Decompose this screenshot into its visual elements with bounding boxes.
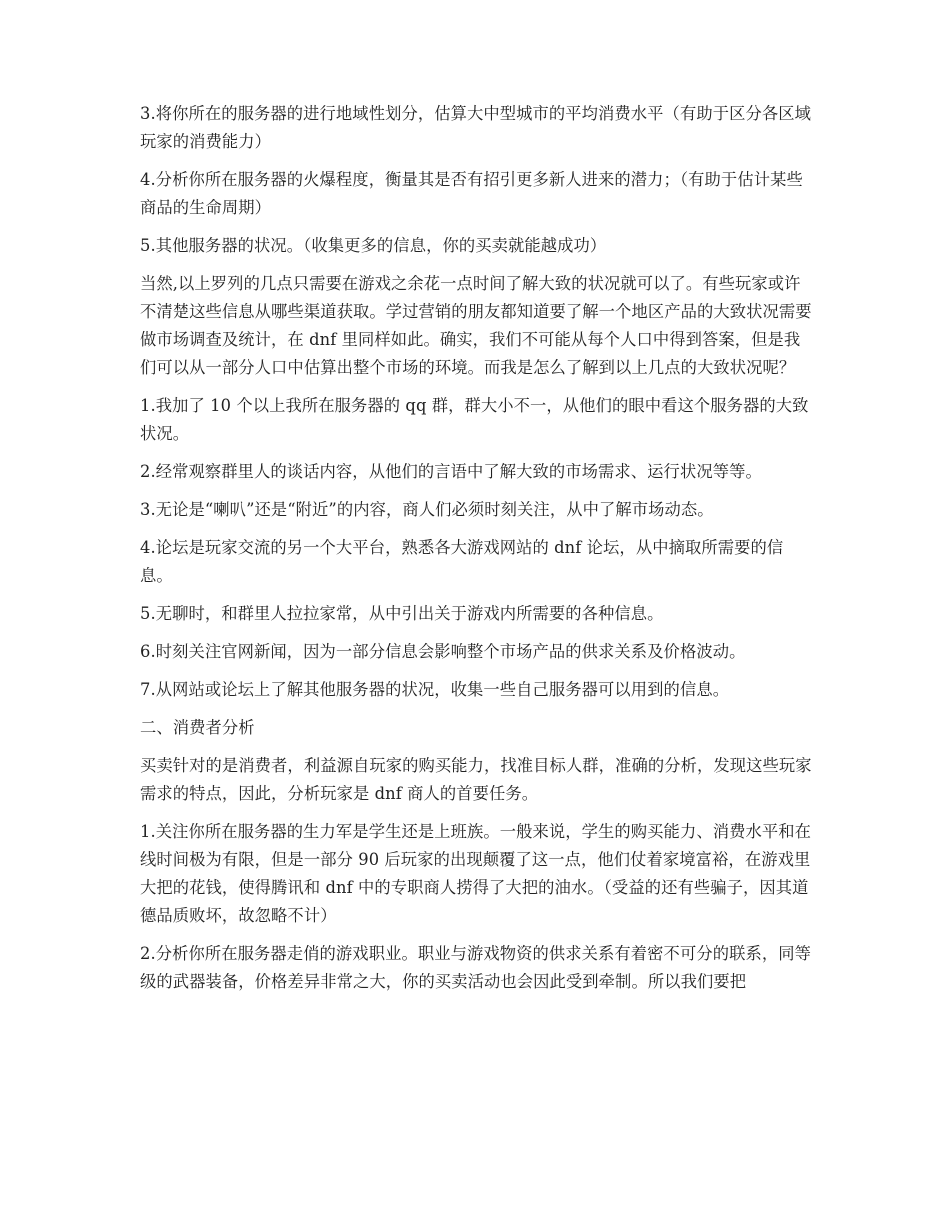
paragraph: 5.其他服务器的状况。（收集更多的信息，你的买卖就能越成功） — [140, 236, 607, 255]
paragraph: 买卖针对的是消费者，利益源自玩家的购买能力，找准目标人群，准确的分析，发现这些玩家需求的特点，因此，分析玩家是 dnf 商人的首要任务。 — [140, 756, 812, 803]
paragraph: 2.经常观察群里人的谈话内容，从他们的言语中了解大致的市场需求、运行状况等等。 — [140, 462, 762, 481]
paragraph: 1.我加了 10 个以上我所在服务器的 qq 群，群大小不一，从他们的眼中看这个服务器的大致状况。 — [140, 396, 809, 443]
paragraph: 4.论坛是玩家交流的另一个大平台，熟悉各大游戏网站的 dnf 论坛，从中摘取所需要的信息。 — [140, 538, 784, 585]
paragraph: 3.无论是“喇叭”还是“附近”的内容，商人们必须时刻关注，从中了解市场动态。 — [140, 500, 714, 519]
document-body — [140, 100, 815, 1006]
section-heading: 二、消费者分析 — [140, 718, 255, 737]
paragraph: 3.将你所在的服务器的进行地域性划分，估算大中型城市的平均消费水平（有助于区分各区域玩家的消费能力） — [140, 104, 811, 151]
paragraph: 当然,以上罗列的几点只需要在游戏之余花一点时间了解大致的状况就可以了。有些玩家或许不清楚这些信息从哪些渠道获取。学过营销的朋友都知道要了解一个地区产品的大致状况需要做市场调查及统计，在 dnf 里同样如此。确实，我们不可能从每个人口中得到答案，但是我们可以从一部分人口中估算出整个市场的环境。而我是怎么了解到以上几点的大致状况呢？ — [140, 274, 812, 377]
paragraph: 5.无聊时，和群里人拉拉家常，从中引出关于游戏内所需要的各种信息。 — [140, 604, 664, 623]
paragraph: 4.分析你所在服务器的火爆程度，衡量其是否有招引更多新人进来的潜力；（有助于估计某些商品的生命周期） — [140, 170, 803, 217]
paragraph: 7.从网站或论坛上了解其他服务器的状况，收集一些自己服务器可以用到的信息。 — [140, 680, 730, 699]
paragraph: 2.分析你所在服务器走俏的游戏职业。职业与游戏物资的供求关系有着密不可分的联系，同等级的武器装备，价格差异非常之大，你的买卖活动也会因此受到牵制。所以我们要把 — [140, 944, 811, 991]
paragraph: 1.关注你所在服务器的生力军是学生还是上班族。一般来说，学生的购买能力、消费水平和在线时间极为有限，但是一部分 90 后玩家的出现颠覆了这一点，他们仗着家境富裕，在游戏里大把的花钱，使得腾讯和 dnf 中的专职商人捞得了大把的油水。（受益的还有些骗子，因其道德品质败坏，故忽略不计） — [140, 822, 811, 925]
paragraph: 6.时刻关注官网新闻，因为一部分信息会影响整个市场产品的供求关系及价格波动。 — [140, 642, 746, 661]
